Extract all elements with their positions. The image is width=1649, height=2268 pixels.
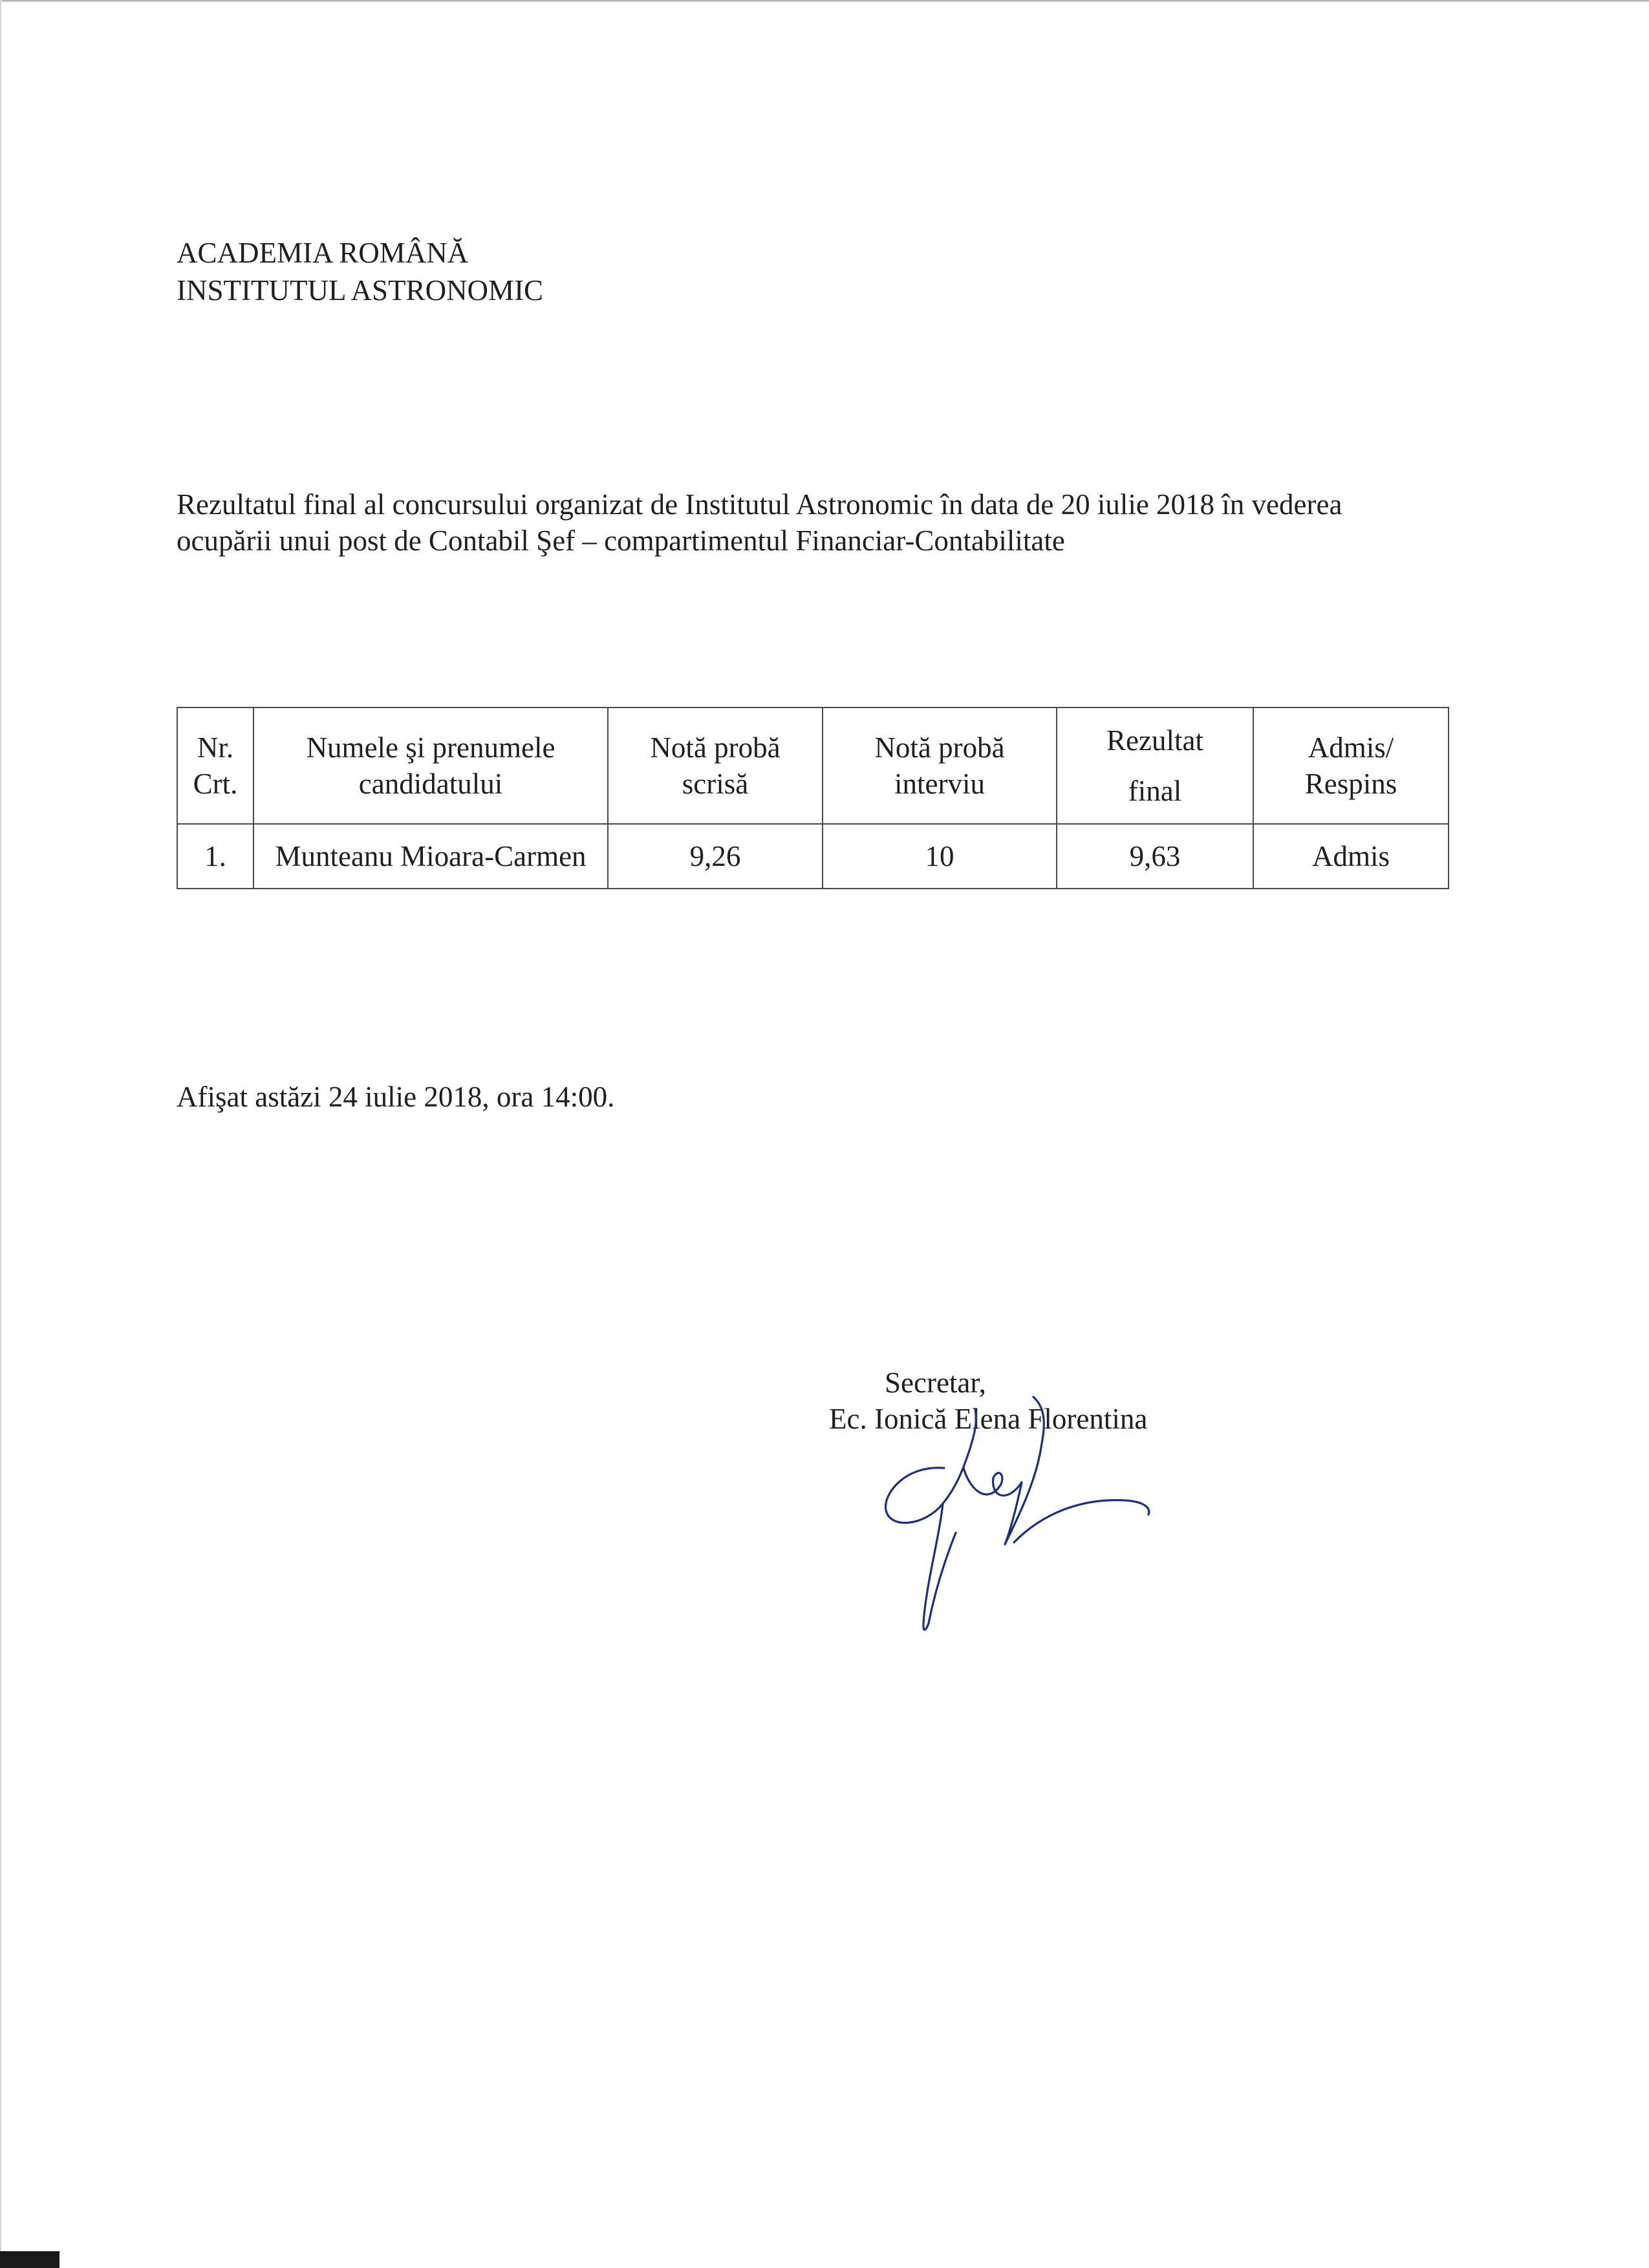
posted-date: Afişat astăzi 24 iulie 2018, ora 14:00. xyxy=(177,1081,615,1113)
institute-name: INSTITUTUL ASTRONOMIC xyxy=(177,274,544,307)
signatory-name: Ec. Ionică Elena Florentina xyxy=(829,1403,1148,1435)
scan-corner-mark xyxy=(0,2251,59,2268)
header-interview-score: Notă probă interviu xyxy=(823,707,1057,824)
cell-interview-score: 10 xyxy=(823,824,1057,889)
table-row xyxy=(177,824,1449,889)
intro-line-1: Rezultatul final al concursului organizat de Institutul Astronomic în data de 20 iulie 2018 în vederea xyxy=(177,488,1342,521)
cell-candidate-name: Munteanu Mioara-Carmen xyxy=(253,824,608,889)
cell-final-result: 9,63 xyxy=(1057,824,1253,889)
header-final-result: Rezultat final xyxy=(1057,707,1253,824)
intro-line-2: ocupării unui post de Contabil Şef – compartimentul Financiar-Contabilitate xyxy=(177,524,1065,557)
results-table xyxy=(177,707,1449,889)
handwritten-signature xyxy=(867,1371,1177,1643)
signatory-role: Secretar, xyxy=(885,1366,986,1399)
cell-nr: 1. xyxy=(177,824,253,889)
academy-name: ACADEMIA ROMÂNĂ xyxy=(177,237,469,269)
scan-edge-left xyxy=(0,0,2,2268)
results-intro xyxy=(177,486,1470,559)
cell-status: Admis xyxy=(1253,824,1449,889)
header-candidate-name: Numele şi prenumele candidatului xyxy=(253,707,608,824)
header-nr: Nr. Crt. xyxy=(177,707,253,824)
institution-header xyxy=(177,234,543,309)
cell-written-score: 9,26 xyxy=(608,824,823,889)
table-header-row xyxy=(177,707,1449,824)
header-written-score: Notă probă scrisă xyxy=(608,707,823,824)
header-status: Admis/ Respins xyxy=(1253,707,1449,824)
scan-edge-top xyxy=(0,0,1649,3)
